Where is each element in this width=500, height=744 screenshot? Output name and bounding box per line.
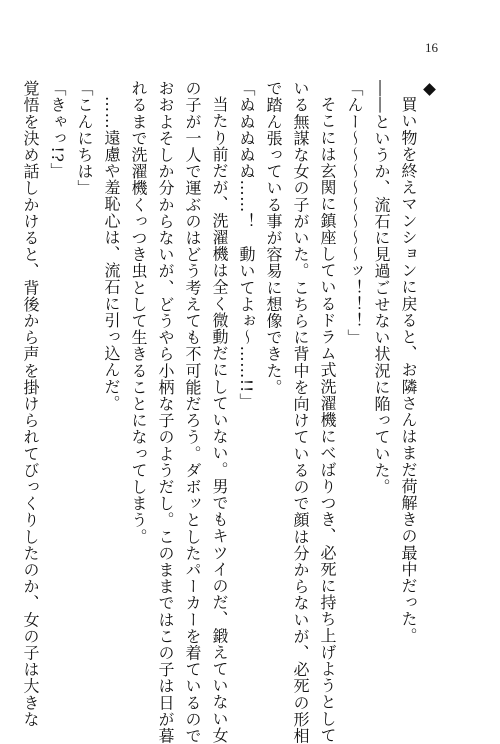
text-line: そこには玄関に鎮座しているドラム式洗濯機にべばりつき、必死に持ち上げようとして — [318, 96, 337, 744]
section-break-diamond-icon — [423, 83, 436, 96]
text-line: 「こんにちは」 — [75, 80, 94, 197]
text-line: 当たり前だが、洗濯機は全く微動だにしていない。男でもキツイのだ、鍛えていない女 — [210, 96, 229, 744]
text-line: ……遠慮や羞恥心は、流石に引っ込んだ。 — [102, 96, 121, 412]
text-line: 買い物を終えマンションに戻ると、お隣さんはまだ荷解きの最中だった。 — [399, 96, 418, 644]
novel-text-column — [17, 80, 422, 744]
text-line: れるまで洗濯機くっつき虫として生きることになってしまう。 — [129, 80, 148, 545]
text-line: いる無謀な女の子がいた。こちらに背中を向けているので顔は分からないが、必死の形相 — [291, 80, 310, 744]
text-line: 「ぬぬぬぬぬ……！ 動いてよぉ～……!!」 — [237, 80, 256, 410]
text-line: 「んー～～～～～～～～ッ！！！」 — [345, 80, 364, 346]
text-line: 覚悟を決め話しかけると、背後から声を掛けられてびっくりしたのか、女の子は大きな — [21, 80, 40, 728]
text-line: ――というか、流石に見過ごせない状況に陥っていた。 — [372, 80, 391, 495]
page-number: 16 — [425, 40, 438, 55]
text-line: で踏ん張っている事が容易に想像できた。 — [264, 80, 283, 396]
text-line: 「きゃっ!?」 — [48, 80, 67, 180]
text-line: おおよそしか分からないが、どうやら小柄な子のようだし。このままではこの子は日が暮 — [156, 80, 175, 744]
text-line: の子が一人で運ぶのはどう考えても不可能だろう。ダボッとしたパーカーを着ているので — [183, 80, 202, 744]
